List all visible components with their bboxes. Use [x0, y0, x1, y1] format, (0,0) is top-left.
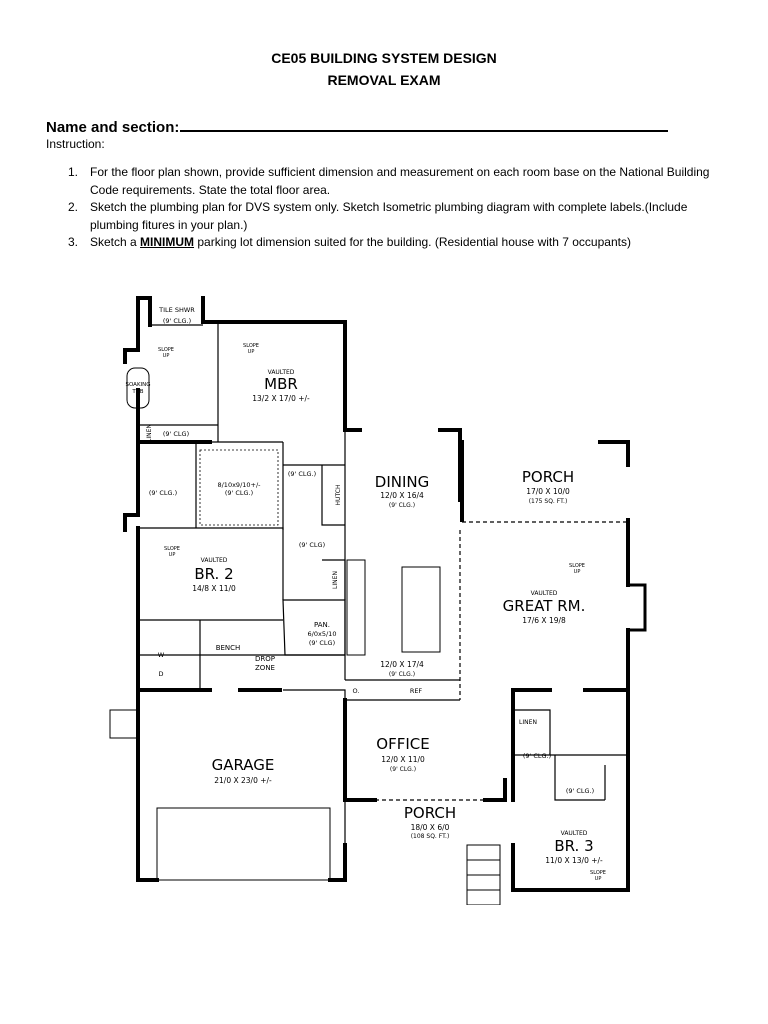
- instruction-number: 2.: [68, 200, 79, 214]
- zone-label: ZONE: [255, 664, 275, 672]
- instruction-text: Sketch the plumbing plan for DVS system only. Sketch Isometric plumbing diagram with complete labels.(Include plumbing fitures in your plan.): [90, 200, 688, 232]
- hall-ceiling: (9' CLG.): [287, 470, 317, 478]
- mbr-room-name: MBR: [264, 375, 298, 393]
- mbr-vaulted-label: VAULTED: [267, 369, 295, 376]
- exam-title: CE05 BUILDING SYSTEM DESIGN: [271, 50, 497, 66]
- porch-top-area: (175 SQ. FT.): [528, 498, 568, 505]
- refrigerator-label: REF: [409, 687, 423, 695]
- linen-label: LINEN: [332, 571, 339, 589]
- br3-dimension: 11/0 X 13/0 +/-: [545, 856, 603, 865]
- garage-room-name: GARAGE: [211, 756, 275, 774]
- closet-ceiling: (9' CLG.): [224, 489, 254, 497]
- up-label: UP: [594, 876, 602, 882]
- up-label: UP: [162, 353, 170, 359]
- pantry-name: PAN.: [313, 621, 331, 629]
- kitchen-ceiling: (9' CLG.): [388, 671, 416, 678]
- great-room-name: GREAT RM.: [502, 597, 586, 615]
- br3-vaulted-label: VAULTED: [560, 830, 588, 837]
- instruction-item: [46, 234, 726, 252]
- pantry-ceiling: (9' CLG): [308, 639, 336, 647]
- instruction-text-post: parking lot dimension suited for the building. (Residential house with 7 occupants): [194, 235, 631, 249]
- tub-label: TUB: [132, 389, 144, 395]
- floor-plan: [106, 285, 666, 905]
- porch-front-room-name: PORCH: [403, 804, 457, 822]
- dining-dimension: 12/0 X 16/4: [380, 491, 424, 500]
- up-label: UP: [168, 552, 176, 558]
- slope-label: SLOPE: [164, 546, 180, 552]
- instruction-text-pre: Sketch a: [90, 235, 141, 249]
- kitchen-counter: [347, 560, 365, 655]
- soaking-label: SOAKING: [125, 382, 151, 388]
- great-room-dimension: 17/6 X 19/8: [522, 616, 566, 625]
- br2-room-name: BR. 2: [194, 565, 234, 583]
- up-label: UP: [573, 569, 581, 575]
- oven-label: O.: [352, 687, 360, 695]
- porch-top-dimension: 17/0 X 10/0: [526, 487, 570, 496]
- name-section-field[interactable]: [46, 116, 668, 136]
- great-room-vaulted-label: VAULTED: [530, 590, 558, 597]
- closet3-ceiling: (9' CLG.): [565, 787, 595, 795]
- exterior-walls: [125, 298, 645, 890]
- pantry-dimension: 6/0x5/10: [307, 630, 337, 638]
- office-dimension: 12/0 X 11/0: [381, 755, 425, 764]
- slope-label: SLOPE: [590, 870, 606, 876]
- up-label: UP: [247, 349, 255, 355]
- garage-door: [157, 808, 330, 880]
- slope-label: SLOPE: [243, 343, 259, 349]
- linen-label: LINEN: [519, 719, 537, 726]
- office-ceiling: (9' CLG.): [389, 766, 417, 773]
- porch-front-dimension: 18/0 X 6/0: [410, 823, 450, 832]
- slope-label: SLOPE: [158, 347, 174, 353]
- dryer-label: D: [158, 670, 164, 678]
- instruction-item: [46, 199, 726, 234]
- hutch-label: HUTCH: [335, 484, 342, 506]
- dining-ceiling: (9' CLG.): [388, 502, 416, 509]
- instruction-number: 3.: [68, 235, 79, 249]
- instruction-text: For the floor plan shown, provide sufficient dimension and measurement on each room base on the National Building Code requirements. State the total floor area.: [90, 165, 710, 197]
- br2-vaulted-label: VAULTED: [200, 557, 228, 564]
- minimum-emphasis: MINIMUM: [140, 235, 195, 249]
- instruction-number: 1.: [68, 165, 79, 179]
- br3-room-name: BR. 3: [554, 837, 594, 855]
- instruction-list: [46, 164, 726, 252]
- instruction-item: [46, 164, 726, 199]
- bench-label: BENCH: [215, 644, 241, 652]
- washer-label: W: [157, 651, 165, 659]
- garage-side-door: [110, 710, 138, 738]
- office-room-name: OFFICE: [376, 735, 430, 753]
- porch-front-area: (108 SQ. FT.): [410, 833, 450, 840]
- mbr-dimension: 13/2 X 17/0 +/-: [252, 394, 310, 403]
- name-section-blank-line[interactable]: [180, 116, 668, 132]
- kitchen-dimension: 12/0 X 17/4: [380, 660, 424, 669]
- tile-shower-ceiling: (9' CLG.): [162, 317, 192, 325]
- bath3-ceiling: (9' CLG.): [522, 752, 552, 760]
- name-section-label: Name and section:: [46, 119, 180, 136]
- bath-ceiling: (9' CLG): [162, 430, 190, 438]
- dining-room-name: DINING: [374, 473, 430, 491]
- slope-label: SLOPE: [569, 563, 585, 569]
- tile-shower-label: TILE SHWR: [159, 306, 195, 314]
- linen-label: LINEN: [146, 424, 153, 442]
- closet-dimension: 8/10x9/10+/-: [217, 481, 261, 489]
- exam-subtitle: REMOVAL EXAM: [327, 72, 441, 88]
- garage-dimension: 21/0 X 23/0 +/-: [214, 776, 272, 785]
- front-steps: [467, 845, 500, 905]
- instruction-heading: Instruction:: [46, 137, 105, 151]
- kitchen-island: [402, 567, 440, 652]
- bath2-ceiling: (9' CLG.): [148, 489, 178, 497]
- hall2-ceiling: (9' CLG): [298, 541, 326, 549]
- drop-label: DROP: [255, 655, 275, 663]
- porch-top-room-name: PORCH: [521, 468, 575, 486]
- br2-dimension: 14/8 X 11/0: [192, 584, 236, 593]
